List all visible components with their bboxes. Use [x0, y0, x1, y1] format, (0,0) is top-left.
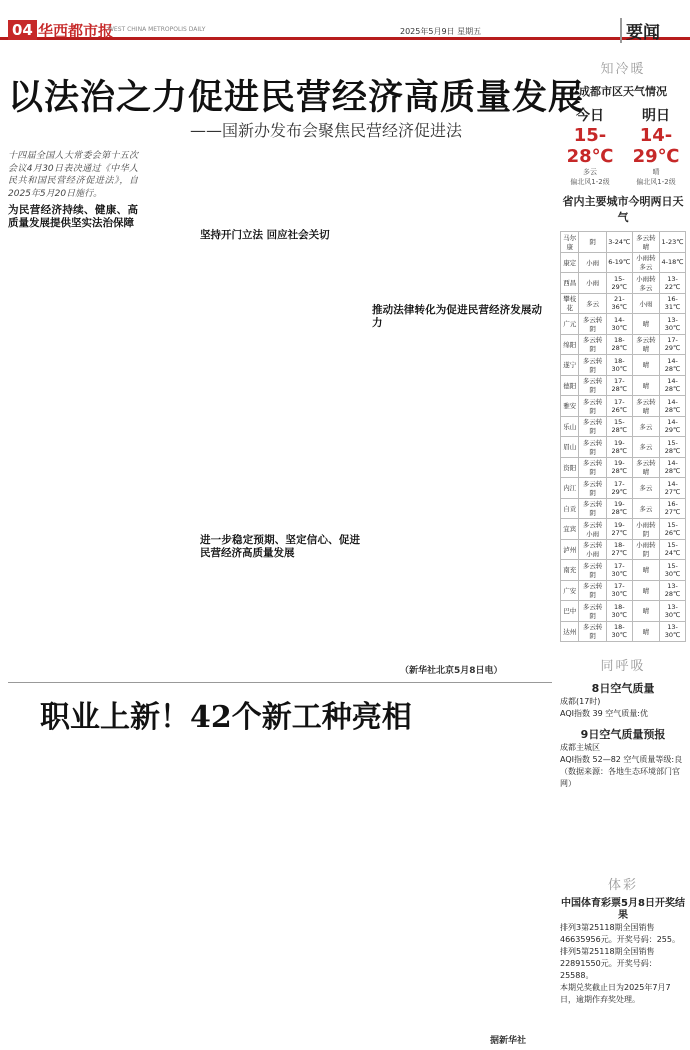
city-cell: 4-18℃ — [660, 252, 686, 273]
city-cell: 泸州 — [561, 539, 579, 560]
city-cell: 21-36℃ — [606, 293, 632, 314]
city-cell: 广安 — [561, 580, 579, 601]
air-aqi: AQI指数 39 空气质量:优 — [560, 709, 648, 718]
city-cell: 乐山 — [561, 416, 579, 437]
city-row — [561, 232, 686, 253]
weather-heading: 成都市区天气情况 — [579, 85, 667, 98]
city-cell: 多云转晴 — [632, 334, 659, 355]
city-cell: 自贡 — [561, 498, 579, 519]
city-cell: 15-26℃ — [660, 519, 686, 540]
city-row — [561, 293, 686, 314]
article1-headline: 以法治之力促进民营经济高质量发展 — [8, 77, 585, 118]
tomorrow-temp: 14-29℃ — [632, 125, 680, 167]
air-heading: 8日空气质量 — [591, 682, 655, 695]
city-row — [561, 273, 686, 294]
weather-section-title: 知冷暖 — [600, 62, 646, 77]
city-cell: 达州 — [561, 621, 579, 642]
air-forecast-aqi: AQI指数 52—82 空气质量等级:良 — [560, 755, 683, 764]
city-cell: 15-28℃ — [660, 437, 686, 458]
city-row — [561, 314, 686, 335]
city-cell: 西昌 — [561, 273, 579, 294]
city-row — [561, 560, 686, 581]
city-cell: 14-28℃ — [660, 375, 686, 396]
city-cell: 多云转阴 — [579, 621, 606, 642]
city-row — [561, 601, 686, 622]
city-cell: 内江 — [561, 478, 579, 499]
city-cell: 多云转晴 — [632, 232, 659, 253]
city-cell: 14-29℃ — [660, 416, 686, 437]
air-section-title: 同呼吸 — [600, 659, 646, 674]
city-cell: 多云转阴 — [579, 437, 606, 458]
city-row — [561, 355, 686, 376]
city-row — [561, 396, 686, 417]
city-cell: 资阳 — [561, 457, 579, 478]
city-cell: 3-24℃ — [606, 232, 632, 253]
city-cell: 13-30℃ — [660, 621, 686, 642]
city-cell: 16-27℃ — [660, 498, 686, 519]
city-row — [561, 478, 686, 499]
lottery-section-title: 体彩 — [607, 878, 638, 893]
today-desc: 多云 — [583, 168, 597, 176]
article1-col3 — [372, 300, 542, 333]
article1-col2 — [200, 225, 360, 245]
city-row — [561, 580, 686, 601]
city-cell: 多云转阴 — [579, 355, 606, 376]
lottery-heading: 中国体育彩票5月8日开奖结果 — [561, 898, 685, 921]
city-cell: 18-30℃ — [606, 621, 632, 642]
city-cell: 16-31℃ — [660, 293, 686, 314]
city-cell: 晴 — [632, 355, 659, 376]
article1-h1: 为民营经济持续、健康、高质量发展提供坚实法治保障 — [8, 204, 138, 229]
article1-h4: 推动法律转化为促进民营经济发展动力 — [372, 304, 542, 329]
city-cell: 13-28℃ — [660, 580, 686, 601]
city-cell: 多云转小雨 — [579, 539, 606, 560]
lottery-note: 本期兑奖截止日为2025年7月7日，逾期作弃奖处理。 — [560, 983, 671, 1004]
city-cell: 18-27℃ — [606, 539, 632, 560]
city-cell: 19-28℃ — [606, 437, 632, 458]
city-row — [561, 334, 686, 355]
city-cell: 14-28℃ — [660, 355, 686, 376]
article1-lede: 十四届全国人大常委会第十五次会议4月30日表决通过《中华人民共和国民营经济促进法》，自2025年5月20日施行。 — [8, 151, 138, 199]
city-cell: 晴 — [632, 580, 659, 601]
city-cell: 小雨转阴 — [632, 519, 659, 540]
city-cell: 眉山 — [561, 437, 579, 458]
city-row — [561, 498, 686, 519]
air-city: 成都(17时) — [560, 697, 601, 706]
city-cell: 13-30℃ — [660, 314, 686, 335]
article1-h2: 坚持开门立法 回应社会关切 — [200, 229, 330, 241]
air-panel — [560, 655, 686, 790]
today-temp: 15-28℃ — [566, 125, 614, 167]
tomorrow-label: 明日 — [642, 108, 670, 124]
city-row — [561, 621, 686, 642]
city-cell: 17-26℃ — [606, 396, 632, 417]
city-cell: 阴 — [579, 232, 606, 253]
section-label: 要闻 — [620, 18, 660, 43]
city-cell: 晴 — [632, 314, 659, 335]
city-cell: 13-22℃ — [660, 273, 686, 294]
air-forecast-heading: 9日空气质量预报 — [580, 728, 666, 741]
city-cell: 德阳 — [561, 375, 579, 396]
city-cell: 晴 — [632, 601, 659, 622]
city-cell: 多云转阴 — [579, 396, 606, 417]
city-cell: 广元 — [561, 314, 579, 335]
city-cell: 17-29℃ — [606, 478, 632, 499]
city-cell: 多云转阴 — [579, 498, 606, 519]
article1-col1 — [8, 150, 138, 233]
city-cell: 多云转阴 — [579, 478, 606, 499]
city-cell: 多云转阴 — [579, 375, 606, 396]
cities-heading: 省内主要城市今明两日天气 — [562, 195, 684, 224]
city-cell: 小雨 — [579, 273, 606, 294]
lottery-line1: 排列3第25118期全国销售46635956元。开奖号码：255。 — [560, 923, 680, 944]
city-cell: 多云 — [632, 437, 659, 458]
city-row — [561, 252, 686, 273]
city-row — [561, 375, 686, 396]
article1-col2b — [200, 530, 360, 563]
city-cell: 小雨 — [632, 293, 659, 314]
city-cell: 19-27℃ — [606, 519, 632, 540]
city-row — [561, 416, 686, 437]
city-cell: 巴中 — [561, 601, 579, 622]
city-cell: 多云 — [579, 293, 606, 314]
city-cell: 多云转阴 — [579, 314, 606, 335]
city-cell: 14-30℃ — [606, 314, 632, 335]
lottery-line2: 排列5第25118期全国销售22891550元。开奖号码：25588。 — [560, 947, 657, 980]
city-cell: 雅安 — [561, 396, 579, 417]
city-row — [561, 539, 686, 560]
brand-en: WEST CHINA METROPOLIS DAILY — [108, 26, 206, 33]
city-row — [561, 437, 686, 458]
city-cell: 1-23℃ — [660, 232, 686, 253]
weather-panel — [560, 58, 686, 642]
city-cell: 18-30℃ — [606, 355, 632, 376]
city-cell: 6-19℃ — [606, 252, 632, 273]
city-cell: 小雨转阴 — [632, 539, 659, 560]
city-row — [561, 457, 686, 478]
city-cell: 小雨 — [579, 252, 606, 273]
city-cell: 宜宾 — [561, 519, 579, 540]
city-cell: 19-28℃ — [606, 498, 632, 519]
city-cell: 14-28℃ — [660, 396, 686, 417]
city-cell: 15-30℃ — [660, 560, 686, 581]
city-cell: 遂宁 — [561, 355, 579, 376]
city-cell: 17-30℃ — [606, 560, 632, 581]
city-cell: 晴 — [632, 375, 659, 396]
tomorrow-wind: 偏北风1-2级 — [636, 178, 676, 186]
city-cell: 多云 — [632, 478, 659, 499]
air-source: （数据来源：各地生态环境部门官网） — [560, 767, 680, 788]
page-number: 04 — [8, 20, 37, 40]
article1-byline: （新华社北京5月8日电） — [400, 666, 503, 676]
article2-headline: 职业上新！42个新工种亮相 — [40, 700, 412, 735]
city-row — [561, 519, 686, 540]
tomorrow-desc: 晴 — [652, 168, 660, 176]
city-cell: 15-29℃ — [606, 273, 632, 294]
today-wind: 偏北风1-2级 — [570, 178, 610, 186]
city-cell: 18-30℃ — [606, 601, 632, 622]
brand-logo: 华西都市报 — [38, 22, 114, 40]
city-cell: 小雨转多云 — [632, 273, 659, 294]
city-cell: 13-30℃ — [660, 601, 686, 622]
lottery-panel — [560, 880, 686, 1006]
city-cell: 多云转阴 — [579, 560, 606, 581]
date-line: 2025年5月9日 星期五 — [400, 27, 482, 36]
city-cell: 多云转小雨 — [579, 519, 606, 540]
article2-byline: 据新华社 — [490, 1036, 527, 1046]
city-cell: 康定 — [561, 252, 579, 273]
city-cell: 15-28℃ — [606, 416, 632, 437]
divider — [8, 682, 552, 683]
city-cell: 小雨转多云 — [632, 252, 659, 273]
article1-subhead: ——国新办发布会聚焦民营经济促进法 — [190, 121, 463, 140]
city-cell: 17-29℃ — [660, 334, 686, 355]
city-cell: 南充 — [561, 560, 579, 581]
city-cell: 多云转晴 — [632, 396, 659, 417]
cities-table — [560, 231, 686, 642]
city-cell: 多云转阴 — [579, 601, 606, 622]
city-cell: 多云转晴 — [632, 457, 659, 478]
city-cell: 晴 — [632, 560, 659, 581]
city-cell: 多云转阴 — [579, 334, 606, 355]
city-cell: 19-28℃ — [606, 457, 632, 478]
air-forecast-region: 成都主城区 — [560, 743, 600, 752]
city-cell: 攀枝花 — [561, 293, 579, 314]
city-cell: 14-28℃ — [660, 457, 686, 478]
city-cell: 多云转阴 — [579, 457, 606, 478]
city-cell: 17-30℃ — [606, 580, 632, 601]
city-cell: 18-28℃ — [606, 334, 632, 355]
today-label: 今日 — [576, 108, 604, 124]
city-cell: 多云 — [632, 498, 659, 519]
city-cell: 晴 — [632, 621, 659, 642]
masthead — [0, 0, 690, 43]
city-cell: 17-28℃ — [606, 375, 632, 396]
city-cell: 多云 — [632, 416, 659, 437]
city-cell: 15-24℃ — [660, 539, 686, 560]
city-cell: 马尔康 — [561, 232, 579, 253]
city-cell: 多云转阴 — [579, 416, 606, 437]
article1-h3: 进一步稳定预期、坚定信心、促进民营经济高质量发展 — [200, 534, 360, 559]
city-cell: 绵阳 — [561, 334, 579, 355]
city-cell: 14-27℃ — [660, 478, 686, 499]
city-cell: 多云转阴 — [579, 580, 606, 601]
